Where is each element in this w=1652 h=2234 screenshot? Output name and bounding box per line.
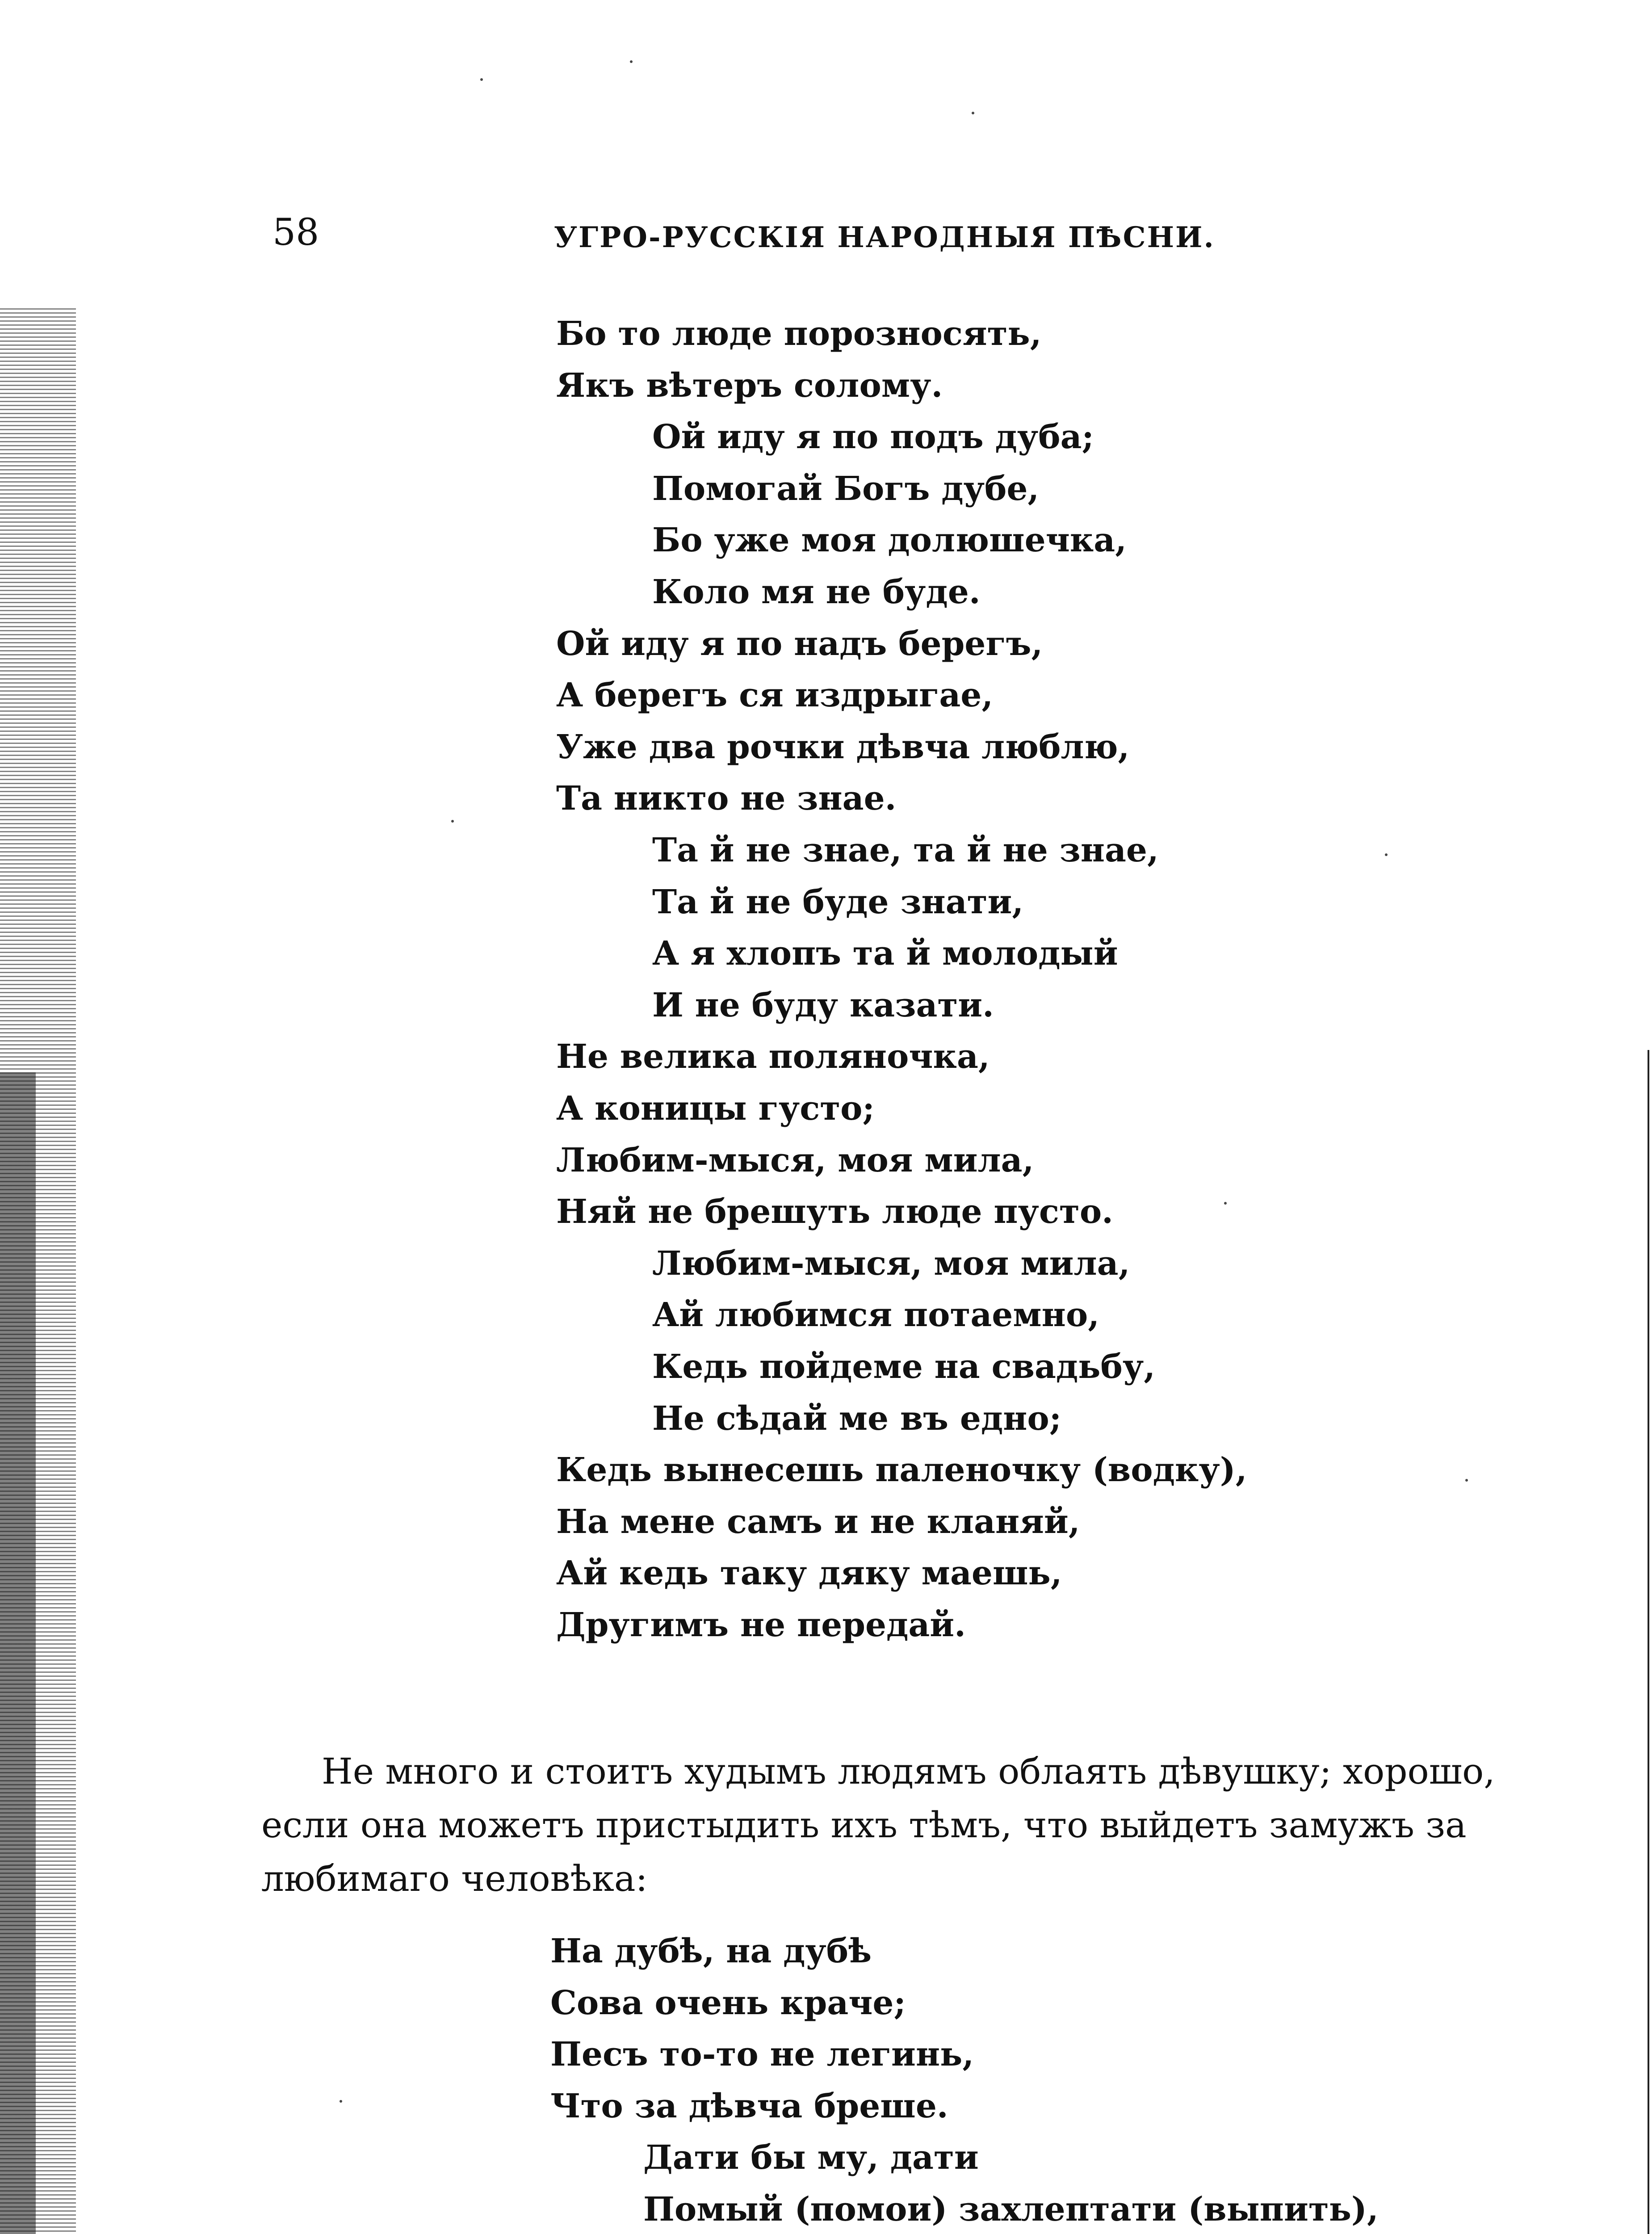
verse-line: А я хлопъ та й молодый — [652, 934, 1118, 973]
verse-line: Бо то люде порозносять, — [556, 315, 1042, 353]
speck — [972, 112, 974, 114]
verse-line: Песъ то-то не легинь, — [550, 2035, 974, 2074]
verse-line: А берегъ ся издрыгае, — [556, 676, 994, 715]
verse-line: Любим-мыся, моя мила, — [652, 1244, 1130, 1283]
running-title: УГРО-РУССКІЯ НАРОДНЫЯ ПѢСНИ. — [554, 221, 1215, 254]
scan-edge-dark — [0, 1072, 36, 2234]
prose-line: Не много и стоитъ худымъ людямъ облаять дѣвушку; хорошо, — [322, 1751, 1495, 1792]
verse-line: Якъ вѣтеръ солому. — [556, 366, 943, 405]
page-number: 58 — [273, 211, 319, 254]
verse-line: На дубѣ, на дубѣ — [550, 1932, 872, 1970]
verse-line: Ай любимся потаемно, — [652, 1296, 1099, 1335]
verse-line: Няй не брешуть люде пусто. — [556, 1193, 1113, 1231]
speck — [340, 2100, 342, 2103]
verse-line: И не буду казати. — [652, 986, 994, 1025]
verse-line: Ой иду я по надъ берегъ, — [556, 624, 1043, 663]
verse-line: Кедь пойдеме на свадьбу, — [652, 1348, 1155, 1386]
speck — [451, 820, 454, 823]
speck — [1465, 1479, 1468, 1482]
verse-line: Кедь вынесешь паленочку (водку), — [556, 1451, 1247, 1490]
prose-line: любимаго человѣка: — [261, 1858, 648, 1899]
speck — [1385, 853, 1388, 856]
verse-line: Не велика поляночка, — [556, 1037, 990, 1076]
verse-line: Та й не знае, та й не знае, — [652, 831, 1159, 869]
verse-line: Любим-мыся, моя мила, — [556, 1141, 1034, 1180]
verse-line: Другимъ не передай. — [556, 1606, 966, 1644]
verse-line: А коницы густо; — [556, 1089, 875, 1128]
verse-line: Коло мя не буде. — [652, 573, 981, 611]
verse-line: Та никто не знае. — [556, 779, 897, 818]
verse-line: Что за дѣвча бреше. — [550, 2087, 948, 2125]
verse-line: Дати бы му, дати — [643, 2138, 979, 2177]
verse-line: Ой иду я по подъ дуба; — [652, 418, 1094, 457]
verse-line: Бо уже моя долюшечка, — [652, 521, 1127, 560]
speck — [630, 60, 633, 63]
speck — [480, 78, 483, 81]
scan-right-edge-line — [1648, 1050, 1649, 2234]
prose-line: если она можетъ пристыдить ихъ тѣмъ, что выйдетъ замужъ за — [261, 1804, 1467, 1846]
verse-line: Уже два рочки дѣвча люблю, — [556, 727, 1130, 766]
verse-line: Ай кедь таку дяку маешь, — [556, 1554, 1062, 1593]
verse-line: Сова очень краче; — [550, 1983, 906, 2022]
verse-line: Помогай Богъ дубе, — [652, 469, 1040, 508]
prose-paragraph — [261, 1745, 1495, 1906]
verse-line: Помый (помои) захлептати (выпить), — [643, 2190, 1379, 2229]
verse-line: Та й не буде знати, — [652, 882, 1024, 921]
speck — [1224, 1202, 1227, 1205]
verse-line: Не сѣдай ме въ едно; — [652, 1399, 1062, 1438]
verse-line: На мене самъ и не кланяй, — [556, 1502, 1080, 1541]
